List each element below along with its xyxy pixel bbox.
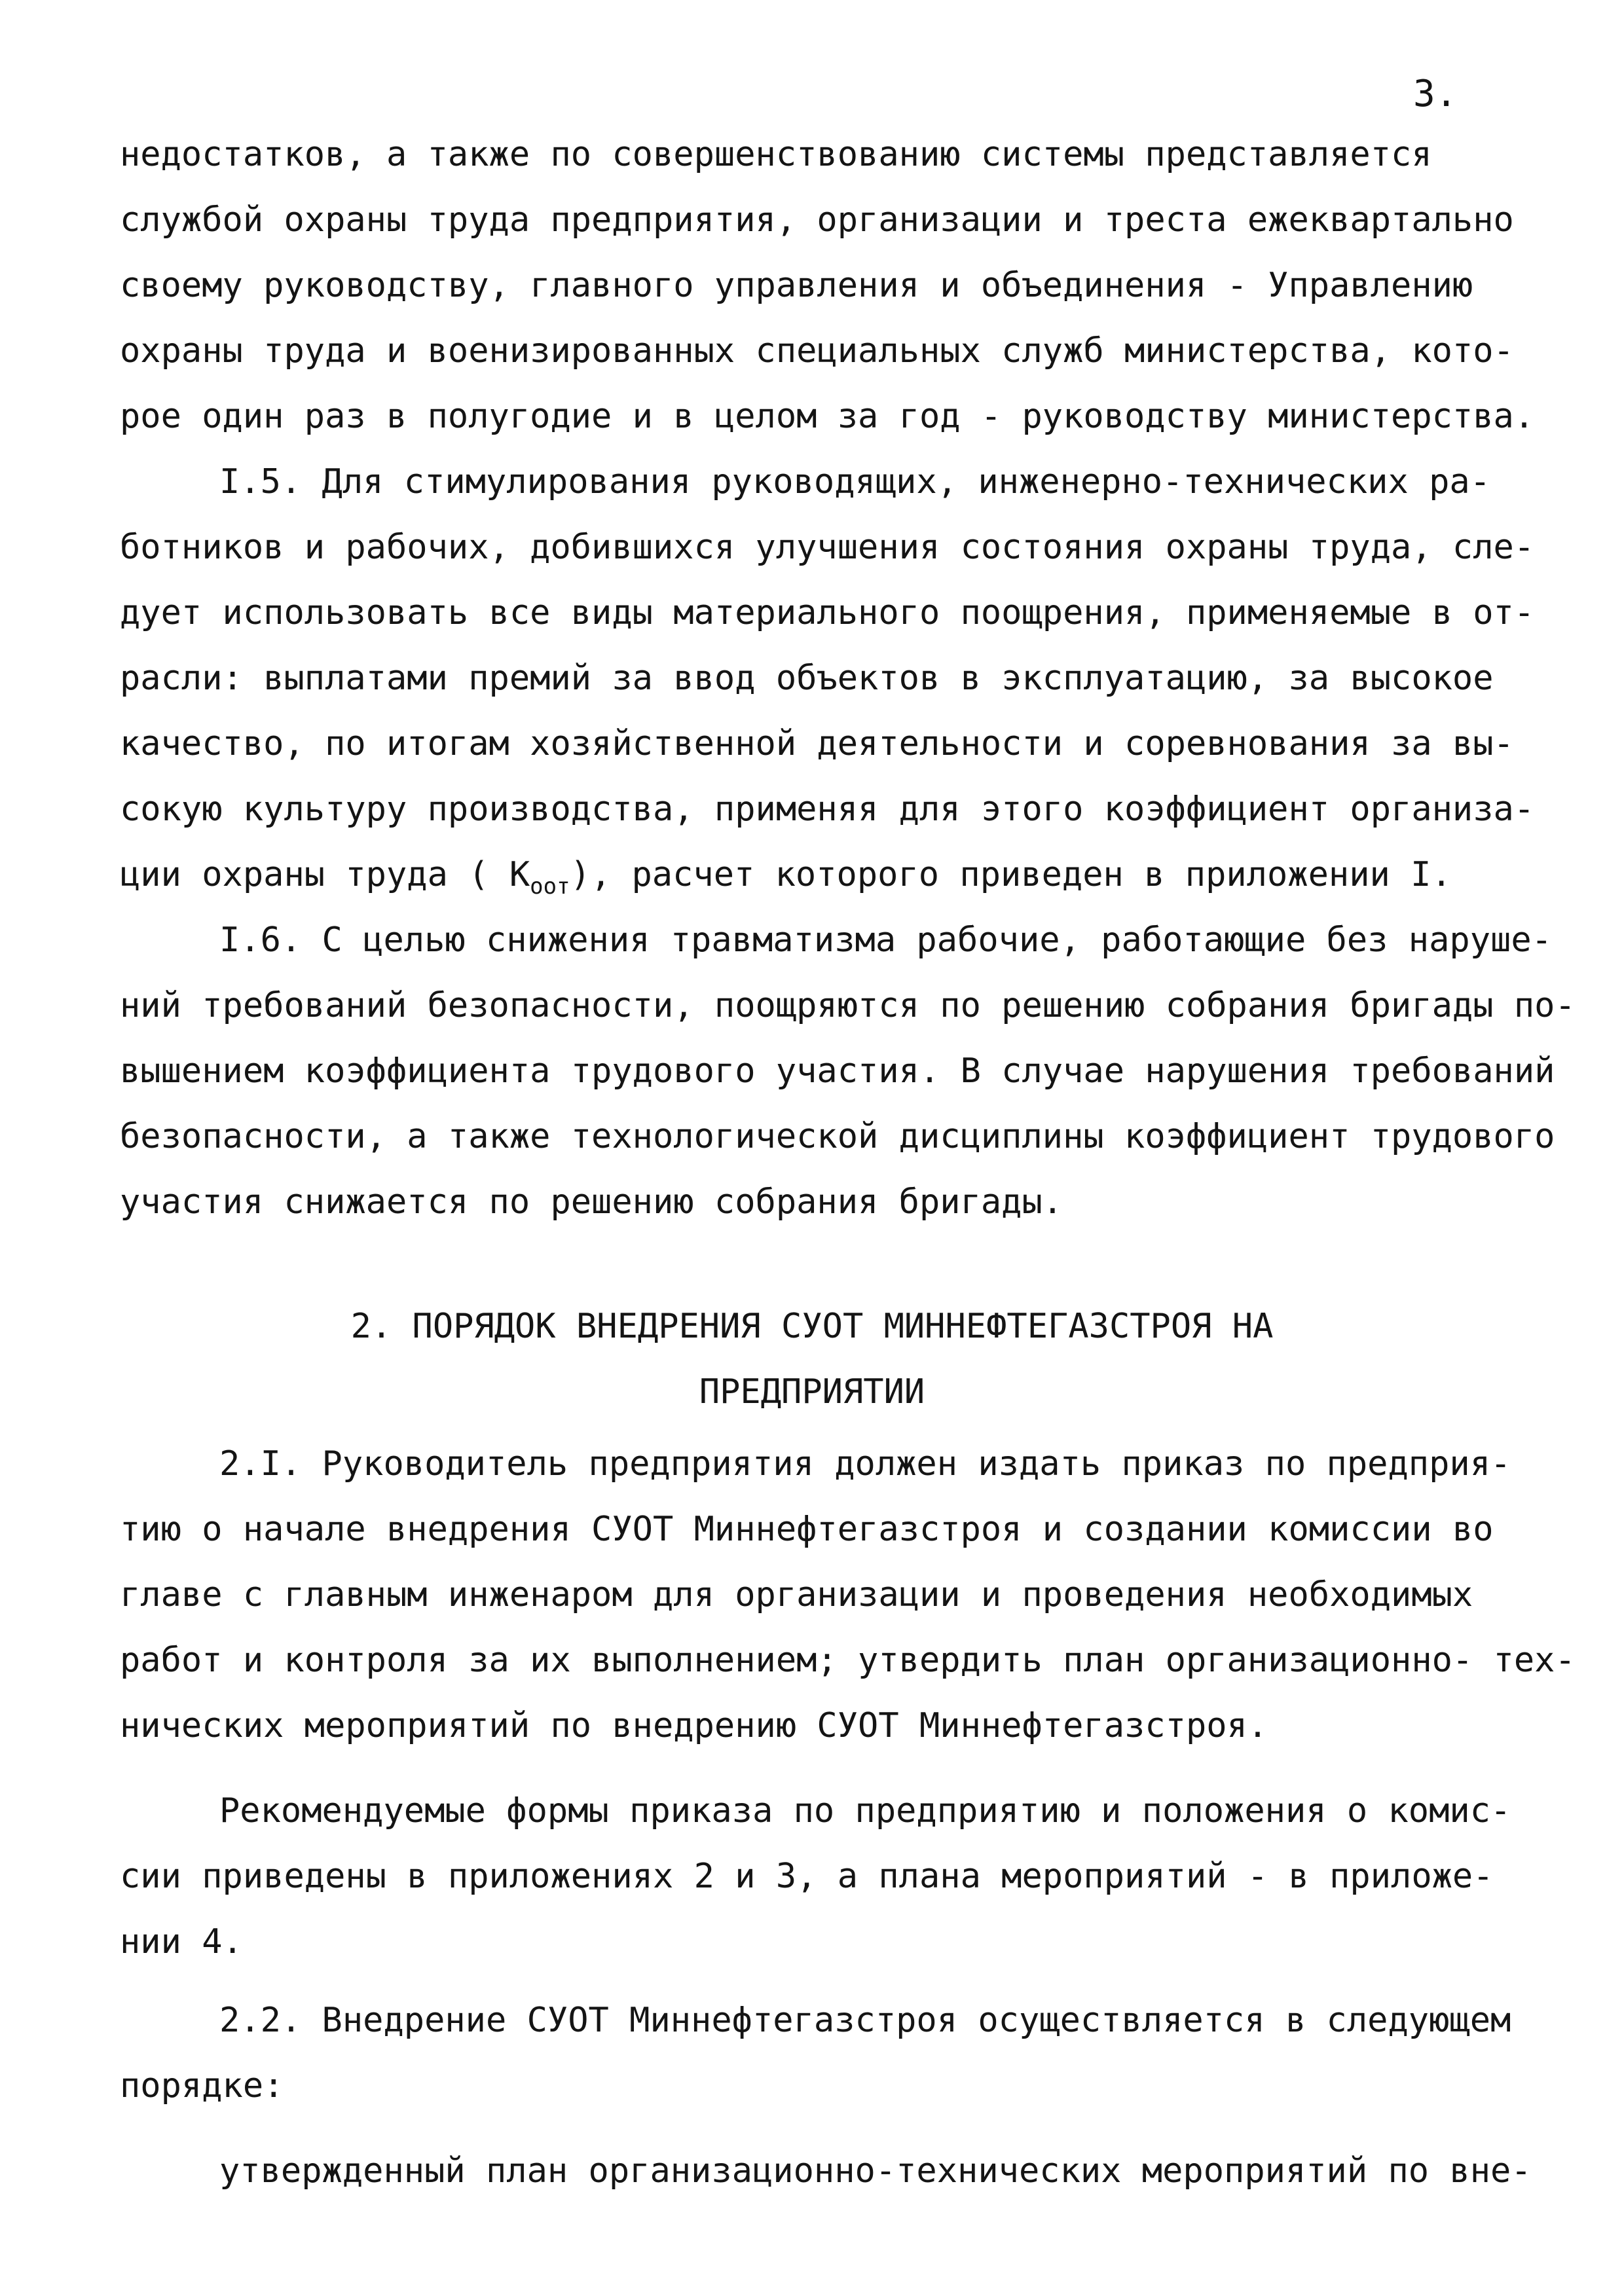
- text-line: ний требований безопасности, поощряются по решению собрания бригады по-: [120, 986, 1576, 1025]
- text-line: порядке:: [120, 2066, 284, 2105]
- text-line: вышением коэффициента трудового участия. В случае нарушения требований: [120, 1051, 1555, 1091]
- text-line: работ и контроля за их выполнением; утвердить план организационно- тех-: [120, 1641, 1576, 1680]
- text-line: службой охраны труда предприятия, организации и треста ежеквартально: [120, 200, 1514, 240]
- koot-prefix: ции охраны труда ( К: [120, 855, 530, 894]
- paragraph-approved-plan: утвержденный план организационно-технических мероприятий по вне-: [219, 2151, 1532, 2191]
- text-line: нических мероприятий по внедрению СУОТ Миннефтегазстроя.: [120, 1706, 1268, 1745]
- section-heading-continued: ПРЕДПРИЯТИИ: [699, 1372, 925, 1412]
- text-line: охраны труда и военизированных специальных служб министерства, кото-: [120, 331, 1514, 371]
- page-number: 3.: [1413, 73, 1458, 115]
- koot-subscript: оот: [530, 873, 570, 900]
- text-line: сии приведены в приложениях 2 и 3, а плана мероприятий - в приложе-: [120, 1857, 1494, 1896]
- section-heading: 2. ПОРЯДОК ВНЕДРЕНИЯ СУОТ МИННЕФТЕГАЗСТРОЯ НА: [350, 1307, 1274, 1346]
- paragraph-recommended-forms: Рекомендуемые формы приказа по предприятию и положения о комис-: [219, 1791, 1511, 1831]
- text-line: тию о начале внедрения СУОТ Миннефтегазстроя и создании комиссии во: [120, 1510, 1494, 1549]
- text-line: ботников и рабочих, добившихся улучшения состояния охраны труда, сле-: [120, 528, 1535, 567]
- text-line: рое один раз в полугодие и в целом за год - руководству министерства.: [120, 397, 1535, 436]
- text-line: главе с главным инженаром для организации и проведения необходимых: [120, 1575, 1473, 1614]
- text-line: сокую культуру производства, применяя для этого коэффициент организа-: [120, 790, 1535, 829]
- text-line: качество, по итогам хозяйственной деятельности и соревнования за вы-: [120, 724, 1514, 763]
- paragraph-2-2-start: 2.2. Внедрение СУОТ Миннефтегазстроя осуществляется в следующем: [219, 2001, 1511, 2040]
- paragraph-2-1-start: 2.I. Руководитель предприятия должен издать приказ по предприя-: [219, 1444, 1511, 1484]
- text-line: недостатков, а также по совершенствованию системы представляется: [120, 135, 1432, 174]
- paragraph-1-6-start: I.6. С целью снижения травматизма рабочие, работающие без наруше-: [219, 920, 1552, 960]
- text-line: безопасности, а также технологической дисциплины коэффициент трудового: [120, 1117, 1555, 1156]
- koot-suffix: ), расчет которого приведен в приложении I.: [570, 855, 1452, 894]
- text-line: дует использовать все виды материального поощрения, применяемые в от-: [120, 593, 1535, 632]
- text-line: расли: выплатами премий за ввод объектов в эксплуатацию, за высокое: [120, 659, 1494, 698]
- text-line-koot: [120, 842, 1452, 907]
- text-line: нии 4.: [120, 1922, 243, 1961]
- text-line: участия снижается по решению собрания бригады.: [120, 1182, 1063, 1222]
- paragraph-1-5-start: I.5. Для стимулирования руководящих, инженерно-технических ра-: [219, 462, 1491, 501]
- text-line: своему руководству, главного управления и объединения - Управлению: [120, 266, 1473, 305]
